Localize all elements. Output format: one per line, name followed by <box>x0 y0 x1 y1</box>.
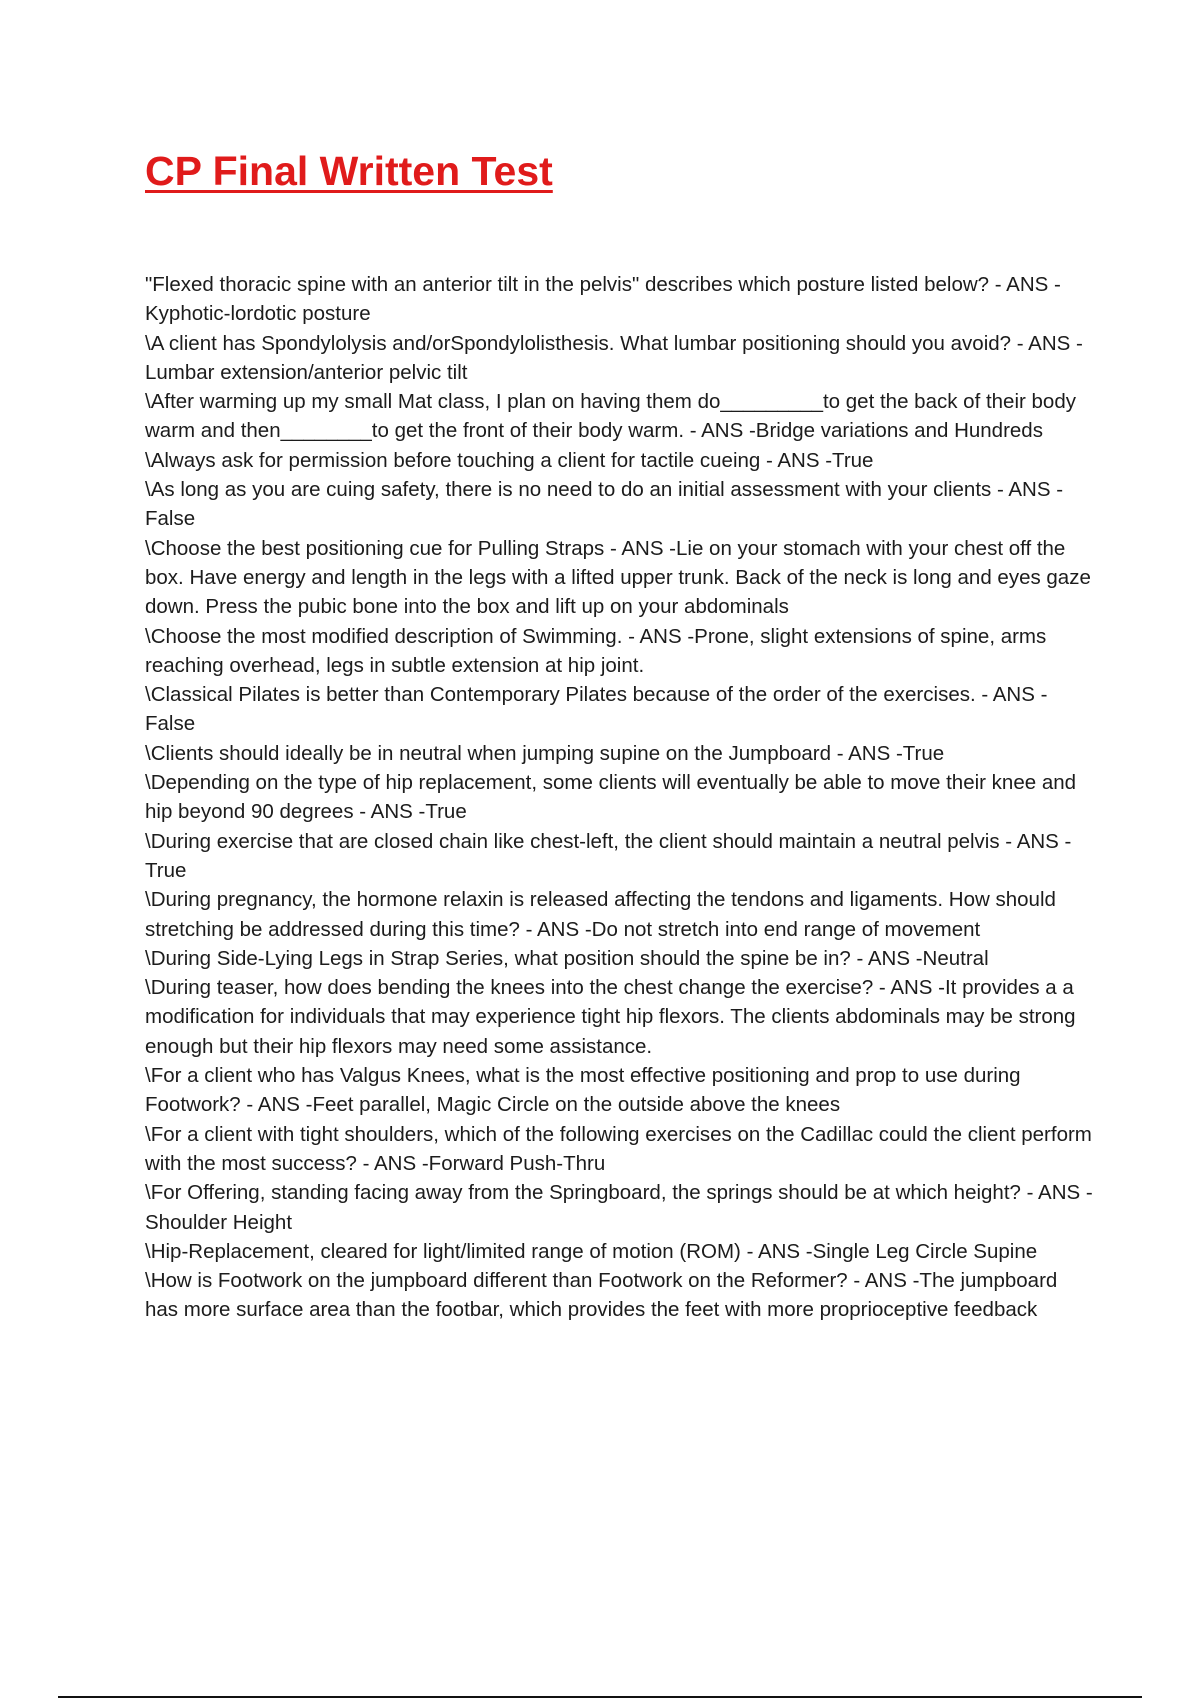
qa-item: \Classical Pilates is better than Contemporary Pilates because of the order of the exercises. - ANS -False <box>145 683 1048 736</box>
qa-item: \During teaser, how does bending the knees into the chest change the exercise? - ANS -It provides a a modification for individuals that may experience tight hip flexors. The clients abdominals may be strong enough but their hip flexors may need some assistance. <box>145 976 1076 1058</box>
qa-item: \For Offering, standing facing away from the Springboard, the springs should be at which height? - ANS -Shoulder Height <box>145 1181 1093 1234</box>
qa-item: \Hip-Replacement, cleared for light/limited range of motion (ROM) - ANS -Single Leg Circle Supine <box>145 1239 1038 1263</box>
qa-item: \During Side-Lying Legs in Strap Series, what position should the spine be in? - ANS -Neutral <box>145 946 989 970</box>
qa-item: \After warming up my small Mat class, I plan on having them do_________to get the back of their body warm and then________to get the front of their body warm. - ANS -Bridge variations and Hundreds <box>145 390 1076 443</box>
qa-item: \During pregnancy, the hormone relaxin is released affecting the tendons and ligaments. How should stretching be addressed during this time? - ANS -Do not stretch into end range of movement <box>145 888 1056 941</box>
qa-item: \As long as you are cuing safety, there is no need to do an initial assessment with your clients - ANS -False <box>145 478 1064 531</box>
qa-item: \Depending on the type of hip replacement, some clients will eventually be able to move their knee and hip beyond 90 degrees - ANS -True <box>145 771 1077 824</box>
qa-item: \Choose the most modified description of Swimming. - ANS -Prone, slight extensions of spine, arms reaching overhead, legs in subtle extension at hip joint. <box>145 624 1047 677</box>
qa-item: \A client has Spondylolysis and/orSpondylolisthesis. What lumbar positioning should you avoid? - ANS -Lumbar extension/anterior pelvic tilt <box>145 331 1083 384</box>
document-title: CP Final Written Test <box>145 148 553 194</box>
qa-item: \Always ask for permission before touching a client for tactile cueing - ANS -True <box>145 448 874 472</box>
qa-item: \Choose the best positioning cue for Pulling Straps - ANS -Lie on your stomach with your chest off the box. Have energy and length in the legs with a lifted upper trunk. Back of the neck is long and eyes gaze down. Press the pubic bone into the box and lift up on your abdominals <box>145 536 1091 619</box>
qa-item: \For a client with tight shoulders, which of the following exercises on the Cadillac could the client perform with the most success? - ANS -Forward Push-Thru <box>145 1122 1092 1175</box>
qa-item: \Clients should ideally be in neutral when jumping supine on the Jumpboard - ANS -True <box>145 741 945 765</box>
qa-item: \How is Footwork on the jumpboard different than Footwork on the Reformer? - ANS -The jumpboard has more surface area than the footbar, which provides the feet with more proprioceptive feedback <box>145 1269 1058 1322</box>
qa-list <box>145 270 1095 1325</box>
qa-item: \For a client who has Valgus Knees, what is the most effective positioning and prop to use during Footwork? - ANS -Feet parallel, Magic Circle on the outside above the knees <box>145 1064 1021 1117</box>
bottom-divider <box>58 1696 1142 1698</box>
qa-item: "Flexed thoracic spine with an anterior tilt in the pelvis" describes which posture listed below? - ANS -Kyphotic-lordotic posture <box>145 273 1061 326</box>
qa-item: \During exercise that are closed chain like chest-left, the client should maintain a neutral pelvis - ANS -True <box>145 829 1072 882</box>
